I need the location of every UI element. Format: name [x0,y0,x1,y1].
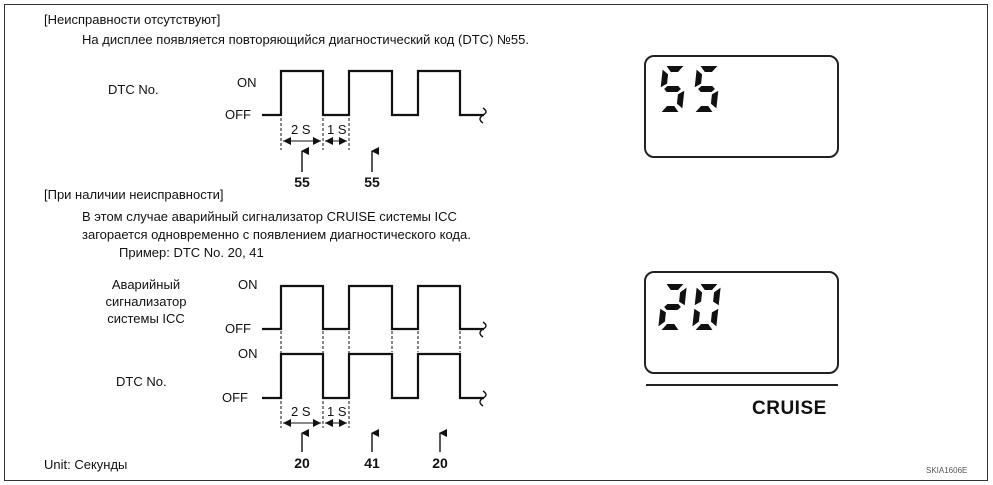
dur-2s-bottom: 2 S [291,404,311,419]
dtc-waveform-bottom [262,354,484,398]
dur-2s-top: 2 S [291,122,311,137]
dtc-waveform-top [262,71,484,115]
warning-lamp-waveform [262,286,484,329]
off-label-dtc: OFF [222,390,248,405]
dtc-label-bottom: DTC No. [116,374,167,389]
code-label-bottom-1: 20 [294,455,310,471]
warning-lamp-label: Аварийный сигнализатор системы ICC [105,277,187,326]
on-label-top: ON [237,75,257,90]
code-label-top-2: 55 [364,174,380,190]
lcd-segment [664,304,681,310]
section-fault-heading: [При наличии неисправности] [44,187,224,202]
code-label-bottom-2: 41 [364,455,380,471]
cruise-label: CRUISE [752,398,827,419]
figure-id: SKIA1606E [926,466,968,475]
section-fault-description-2: загорается одновременно с появлением диагностического кода. [82,227,471,242]
code-label-bottom-3: 20 [432,455,448,471]
dtc-label-top: DTC No. [108,82,159,97]
dur-1s-bottom: 1 S [327,404,347,419]
on-label-dtc: ON [238,346,258,361]
dur-1s-top: 1 S [327,122,347,137]
on-label-lamp: ON [238,277,258,292]
lcd-segment [698,86,715,92]
example-line: Пример: DTC No. 20, 41 [119,245,264,260]
section-fault-description-1: В этом случае аварийный сигнализатор CRUISE системы ICC [82,209,457,224]
code-label-top-1: 55 [294,174,310,190]
lcd-segment [664,86,681,92]
unit-note: Unit: Секунды [44,457,128,472]
off-label-top: OFF [225,107,251,122]
section-ok-heading: [Неисправности отсутствуют] [44,12,221,27]
section-ok-description: На дисплее появляется повторяющийся диагностический код (DTC) №55. [82,32,529,47]
off-label-lamp: OFF [225,321,251,336]
